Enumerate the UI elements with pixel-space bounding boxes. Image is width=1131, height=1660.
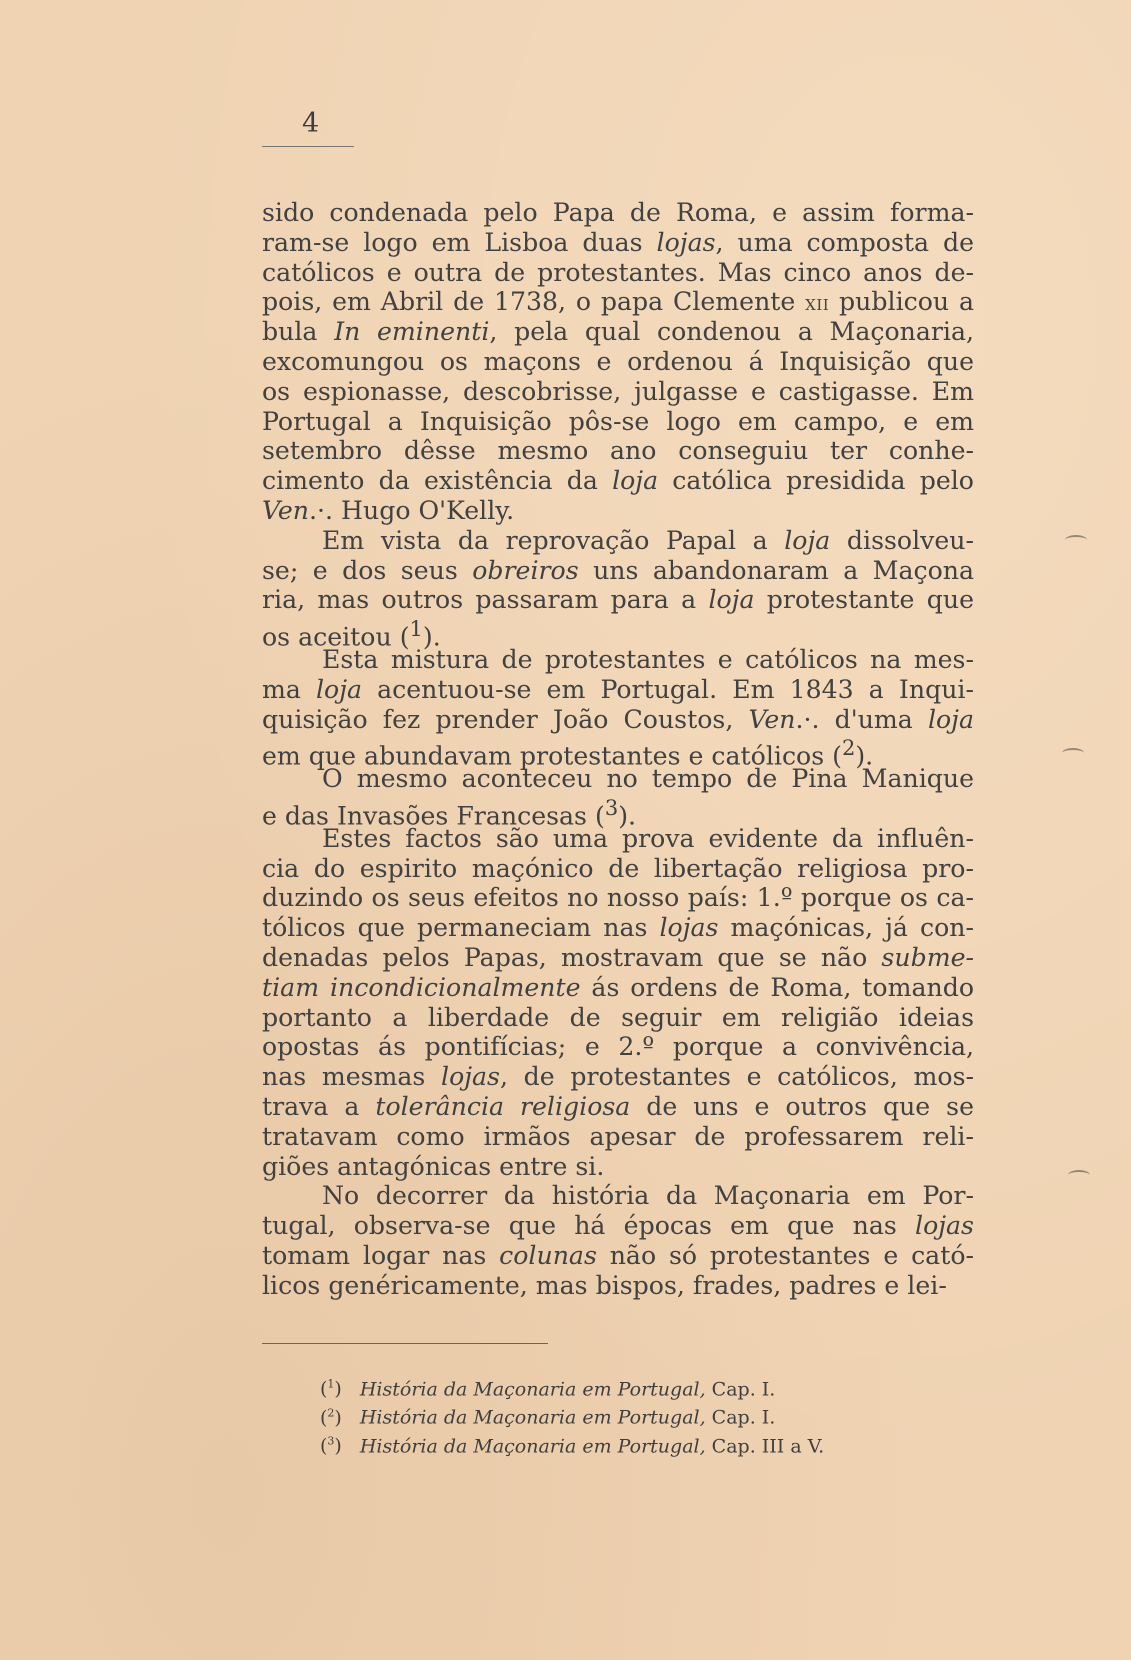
paragraph [262,824,974,1182]
text-line: cia do espirito maçónico de libertação religiosa pro- [262,853,974,883]
footnote-title: História da Maçonaria em Portugal, [359,1406,706,1429]
margin-mark [1062,748,1084,758]
footnote-location: Cap. I. [705,1378,776,1401]
footnote-rule [262,1343,548,1344]
footnote-location: Cap. I. [705,1406,776,1429]
paragraph [262,1181,974,1300]
paragraph [262,198,974,526]
text-line: tratavam como irmãos apesar de professarem reli- [262,1121,974,1151]
text-line: ma loja acentuou-se em Portugal. Em 1843 a Inqui- [262,674,974,704]
text-line: tomam logar nas colunas não só protestantes e cató- [262,1240,974,1270]
text-line: bula In eminenti, pela qual condenou a Maçonaria, [262,317,974,347]
text-line: tólicos que permaneciam nas lojas maçónicas, já con- [262,913,974,943]
text-line: tugal, observa-se que há épocas em que nas lojas [262,1211,974,1241]
text-line: ram-se logo em Lisboa duas lojas, uma composta de [262,227,974,257]
footnote-location: Cap. III a V. [705,1434,825,1457]
text-line: setembro dêsse mesmo ano conseguiu ter conhe- [262,436,974,466]
text-line: se; e dos seus obreiros uns abandonaram a Maçona [262,555,974,585]
text-line: Estes factos são uma prova evidente da influên- [322,823,974,853]
footnote [320,1401,824,1429]
text-line: O mesmo aconteceu no tempo de Pina Manique [322,764,974,794]
text-line: cimento da existência da loja católica presidida pelo [262,466,974,496]
text-line: giões antagónicas entre si. [262,1151,605,1181]
text-line: No decorrer da história da Maçonaria em Por- [322,1181,974,1211]
text-line: católicos e outra de protestantes. Mas cinco anos de- [262,257,974,287]
text-line: ria, mas outros passaram para a loja protestante que [262,585,974,615]
text-line: Em vista da reprovação Papal a loja dissolveu- [322,525,975,555]
text-line: portanto a liberdade de seguir em religião ideias [262,1002,974,1032]
footnote [320,1430,824,1458]
text-line: pois, em Abril de 1738, o papa Clemente XII publicou a [262,287,974,317]
text-line: Ven.·. Hugo O'Kelly. [262,495,515,525]
text-line: os espionasse, descobrisse, julgasse e castigasse. Em [262,376,974,406]
footnote-title: História da Maçonaria em Portugal, [359,1378,706,1401]
text-line: trava a tolerância religiosa de uns e outros que se [262,1091,974,1121]
paragraph [262,525,975,652]
text-line: excomungou os maçons e ordenou á Inquisição que [262,346,974,376]
text-line: tiam incondicionalmente ás ordens de Roma, tomando [262,972,974,1002]
page-number: 4 [302,108,320,139]
footnotes [320,1373,824,1458]
text-line: opostas ás pontifícias; e 2.º porque a convivência, [262,1032,974,1062]
text-line: licos genéricamente, mas bispos, frades, padres e lei- [262,1270,947,1300]
margin-mark [1068,1170,1090,1180]
text-line: em que abundavam protestantes e católicos ($^2$). [262,736,874,771]
text-line: sido condenada pelo Papa de Roma, e assim forma- [262,198,974,227]
footnote-ref: ($^1$) [320,1378,342,1401]
body-text [262,198,974,1300]
text-line: e das Invasões Francesas ($^3$). [262,795,637,831]
text-line: denadas pelos Papas, mostravam que se não subme- [262,942,974,972]
text-line: Portugal a Inquisição pôs-se logo em campo, e em [262,406,974,436]
text-line: nas mesmas lojas, de protestantes e católicos, mos- [262,1062,975,1092]
footnote-ref: ($^2$) [320,1406,342,1429]
paragraph [262,644,974,771]
footnote [320,1373,824,1401]
margin-mark [1065,535,1087,545]
footnote-ref: ($^3$) [320,1434,342,1457]
page-number-rule [262,146,354,147]
text-line: duzindo os seus efeitos no nosso país: 1.º porque os ca- [262,883,974,913]
text-line: os aceitou ($^1$). [262,617,441,652]
footnote-title: História da Maçonaria em Portugal, [359,1434,706,1457]
paragraph [262,764,974,831]
text-line: Esta mistura de protestantes e católicos na mes- [322,644,974,674]
text-line: quisição fez prender João Coustos, Ven.·. d'uma loja [262,704,974,734]
